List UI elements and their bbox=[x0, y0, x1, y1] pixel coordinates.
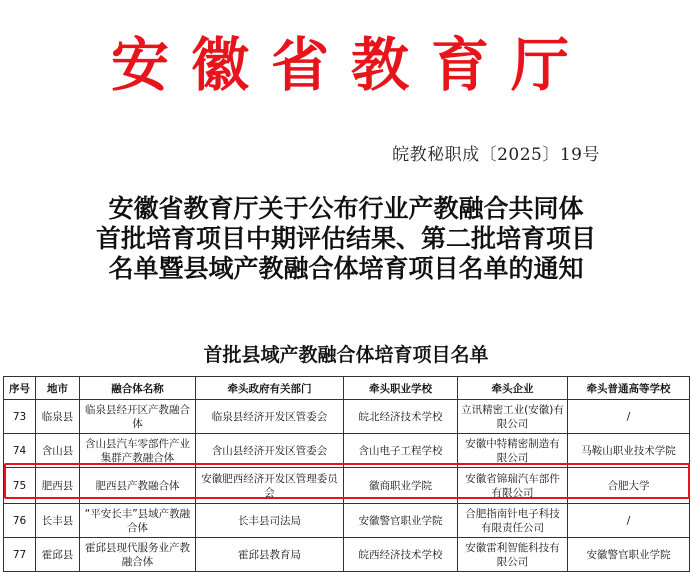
cell-consortium-name: 肥西县产教融合体 bbox=[80, 468, 196, 504]
issuing-organization: 安徽省教育厅 bbox=[110, 31, 591, 99]
cell-lead-enterprise: 合肥指南针电子科技有限责任公司 bbox=[458, 504, 568, 538]
cell-city: 肥西县 bbox=[36, 468, 80, 504]
table-title: 首批县域产教融合体培育项目名单 bbox=[203, 344, 489, 366]
table-row bbox=[4, 504, 690, 538]
table-header-row bbox=[4, 377, 690, 400]
cell-index: 77 bbox=[4, 538, 36, 572]
table-row bbox=[4, 434, 690, 468]
cell-consortium-name: 临泉县经开区产教融合体 bbox=[80, 400, 196, 434]
cell-index: 73 bbox=[4, 400, 36, 434]
cell-lead-government-dept: 含山县经济开发区管委会 bbox=[196, 434, 344, 468]
cell-consortium-name: 霍邱县现代服务业产教融合体 bbox=[80, 538, 196, 572]
cell-lead-enterprise: 安徽中特精密制造有限公司 bbox=[458, 434, 568, 468]
column-header-index: 序号 bbox=[4, 377, 36, 400]
cell-lead-vocational-school: 皖北经济技术学校 bbox=[344, 400, 458, 434]
cell-city: 长丰县 bbox=[36, 504, 80, 538]
document-number: 皖教秘职成〔2025〕19号 bbox=[392, 145, 600, 165]
cell-lead-vocational-school: 安徽警官职业学院 bbox=[344, 504, 458, 538]
cell-lead-enterprise: 立讯精密工业(安徽)有限公司 bbox=[458, 400, 568, 434]
cell-lead-enterprise: 安徽雷利智能科技有限公司 bbox=[458, 538, 568, 572]
column-header-lead-university: 牵头普通高等学校 bbox=[568, 377, 690, 400]
cell-lead-university: 安徽警官职业学院 bbox=[568, 538, 690, 572]
cell-lead-vocational-school: 皖西经济技术学校 bbox=[344, 538, 458, 572]
title-line-3: 名单暨县域产教融合体培育项目名单的通知 bbox=[108, 254, 584, 283]
cell-lead-university: / bbox=[568, 400, 690, 434]
cell-lead-government-dept: 安徽肥西经济开发区管理委员会 bbox=[196, 468, 344, 504]
column-header-lead-government-dept: 牵头政府有关部门 bbox=[196, 377, 344, 400]
column-header-lead-enterprise: 牵头企业 bbox=[458, 377, 568, 400]
cell-lead-university: / bbox=[568, 504, 690, 538]
cell-city: 含山县 bbox=[36, 434, 80, 468]
cell-lead-university: 马鞍山职业技术学院 bbox=[568, 434, 690, 468]
column-header-city: 地市 bbox=[36, 377, 80, 400]
cell-index: 76 bbox=[4, 504, 36, 538]
table-row-highlighted bbox=[4, 468, 690, 504]
column-header-consortium-name: 融合体名称 bbox=[80, 377, 196, 400]
cell-city: 霍邱县 bbox=[36, 538, 80, 572]
document-title bbox=[0, 194, 692, 284]
cell-lead-government-dept: 临泉县经济开发区管委会 bbox=[196, 400, 344, 434]
project-list-table bbox=[3, 376, 690, 572]
cell-index: 75 bbox=[4, 468, 36, 504]
column-header-lead-vocational-school: 牵头职业学校 bbox=[344, 377, 458, 400]
cell-lead-vocational-school: 徽商职业学院 bbox=[344, 468, 458, 504]
cell-city: 临泉县 bbox=[36, 400, 80, 434]
cell-index: 74 bbox=[4, 434, 36, 468]
cell-lead-enterprise: 安徽省锦瑞汽车部件有限公司 bbox=[458, 468, 568, 504]
cell-lead-government-dept: 长丰县司法局 bbox=[196, 504, 344, 538]
cell-consortium-name: 含山县汽车零部件产业集群产教融合体 bbox=[80, 434, 196, 468]
title-line-2: 首批培育项目中期评估结果、第二批培育项目 bbox=[95, 224, 596, 253]
table-row bbox=[4, 400, 690, 434]
cell-lead-government-dept: 霍邱县教育局 bbox=[196, 538, 344, 572]
cell-lead-vocational-school: 含山电子工程学校 bbox=[344, 434, 458, 468]
cell-consortium-name: “平安长丰”县域产教融合体 bbox=[80, 504, 196, 538]
table-row bbox=[4, 538, 690, 572]
title-line-1: 安徽省教育厅关于公布行业产教融合共同体 bbox=[108, 194, 584, 223]
cell-lead-university: 合肥大学 bbox=[568, 468, 690, 504]
